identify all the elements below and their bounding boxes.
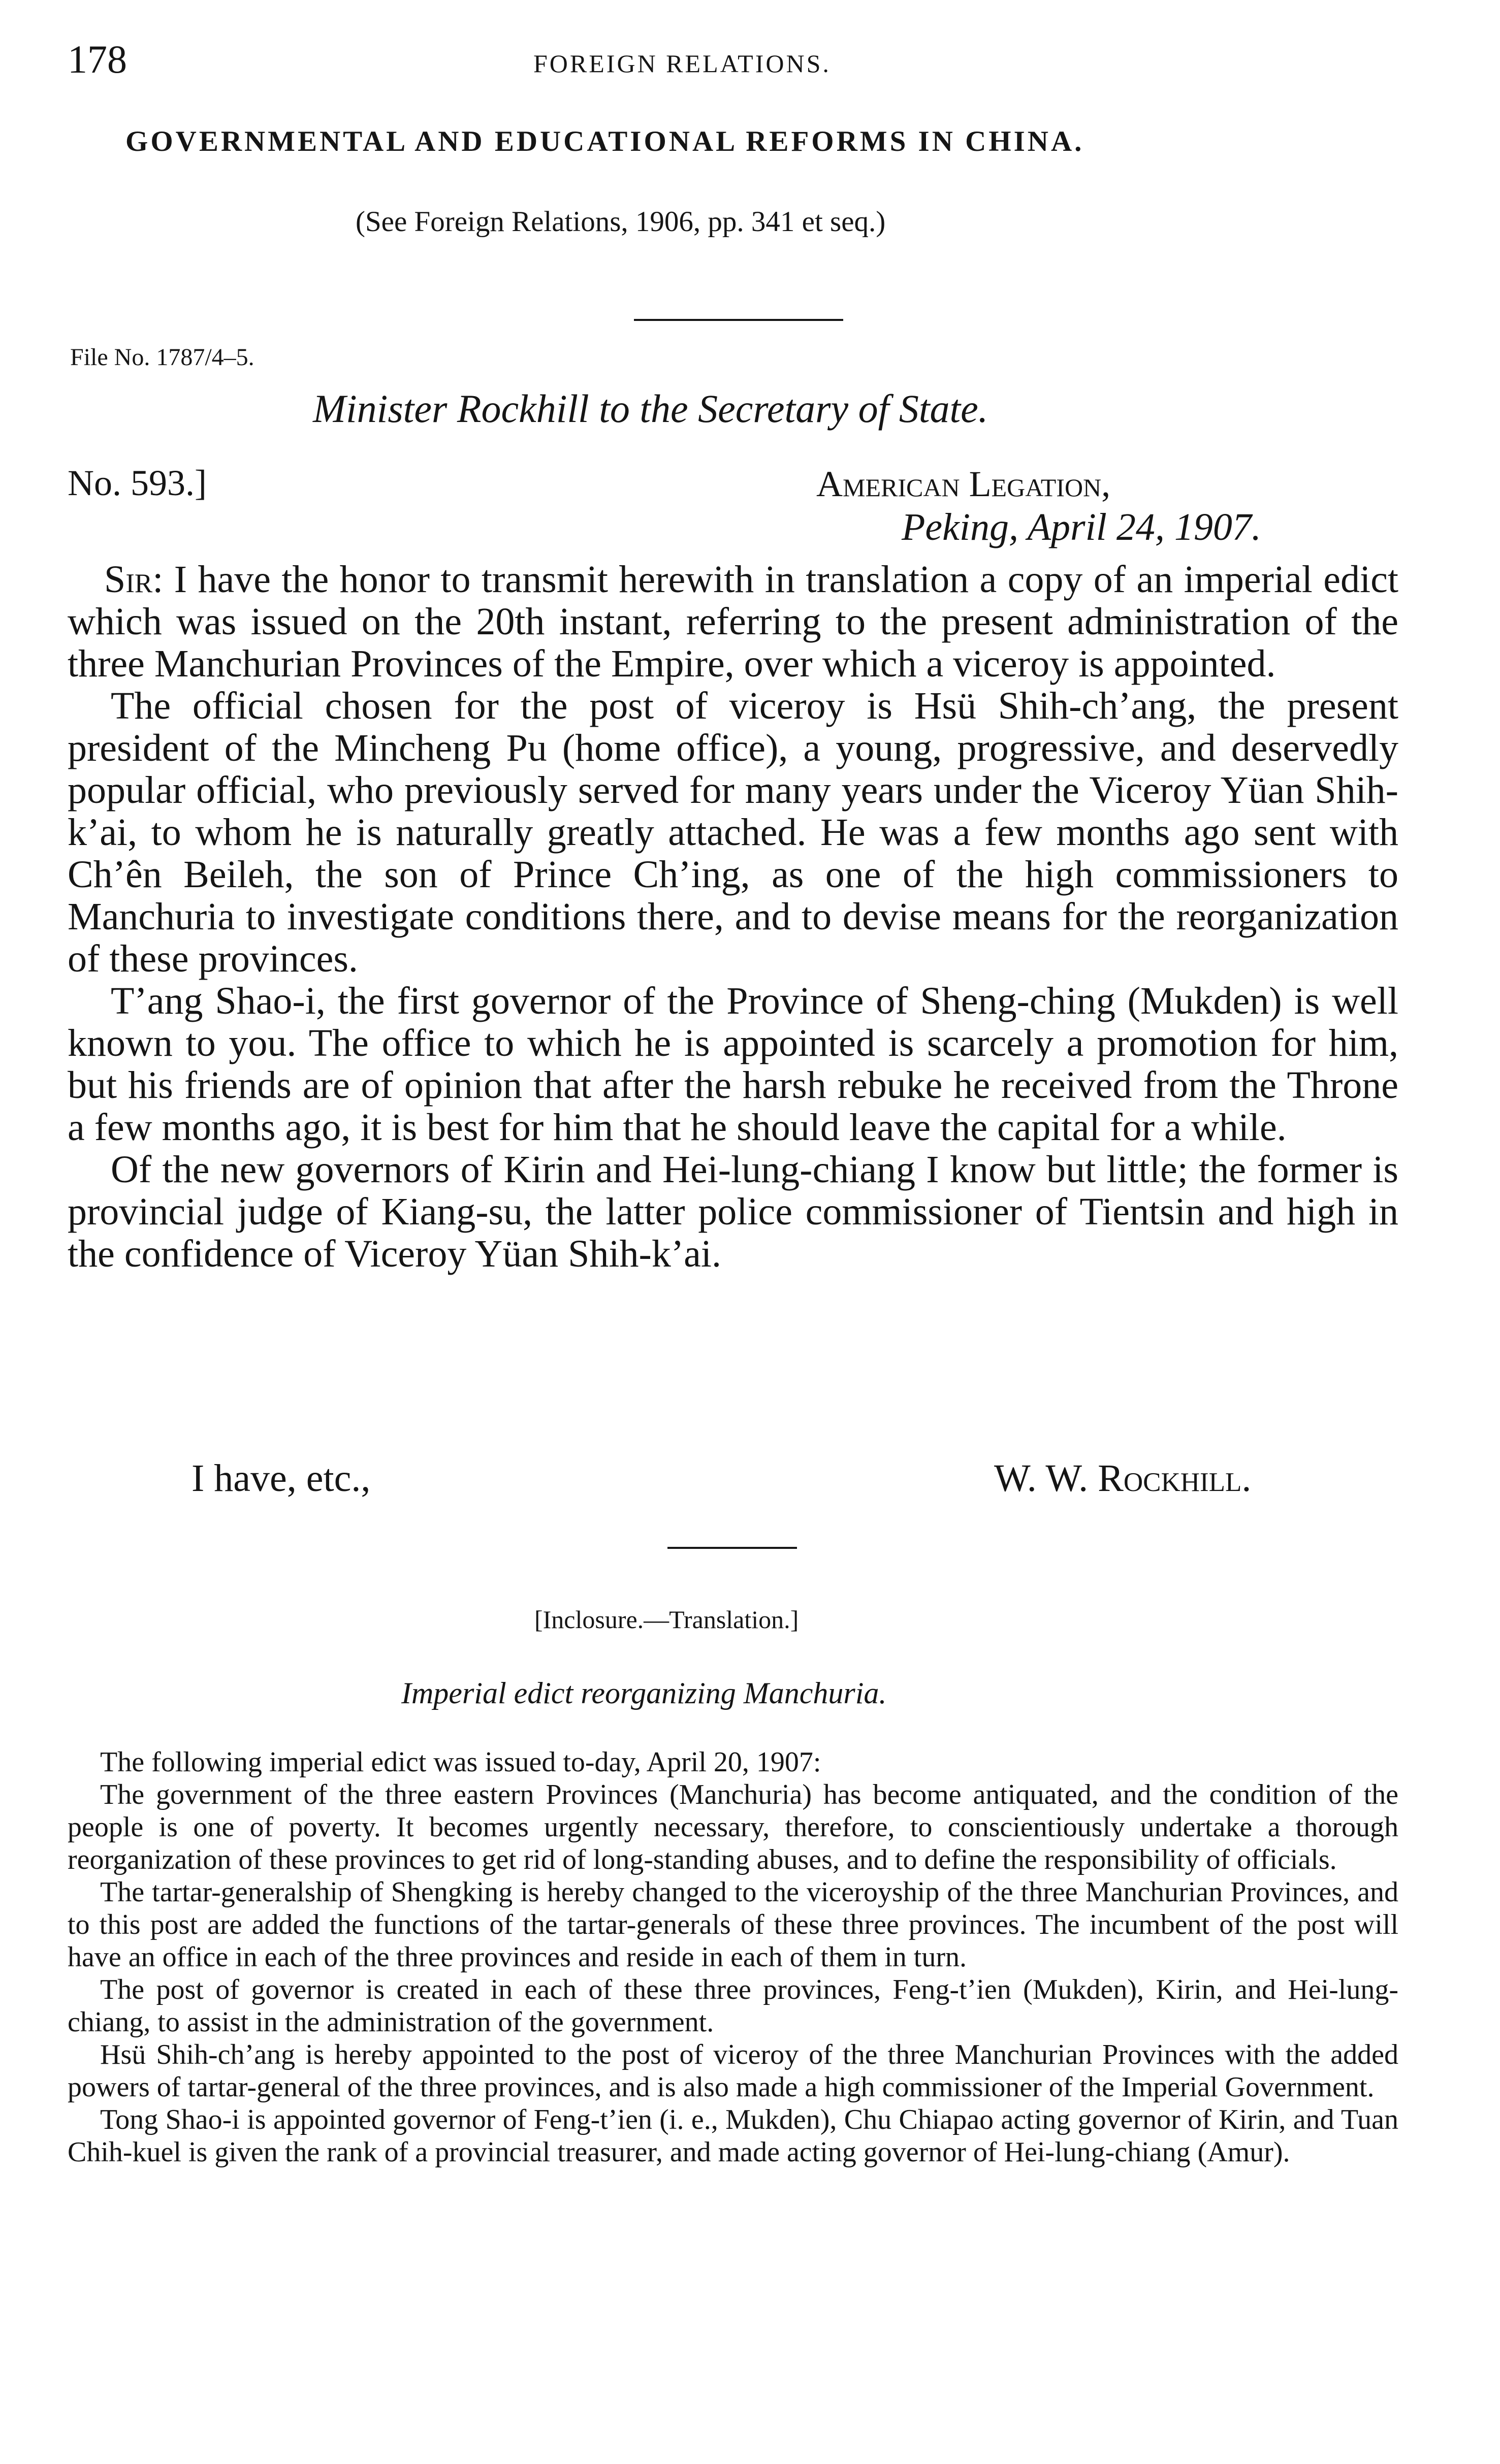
edict-paragraph: The following imperial edict was issued to-day, April 20, 1907:	[100, 1746, 821, 1778]
page-number: 178	[68, 37, 127, 81]
edict-paragraph: The tartar-generalship of Shengking is hereby changed to the viceroyship of the three Manchurian Provinces, and to this post are added the functions of the tartar-generals of these three provinces. The incumbent of the post will have an office in each of the three provinces and reside in each of them in turn.	[68, 1876, 1398, 1973]
letter-heading: Minister Rockhill to the Secretary of State.	[313, 386, 988, 431]
letter-body	[68, 559, 1398, 1275]
edict-paragraph: The post of governor is created in each of these three provinces, Feng-t’ien (Mukden), Kirin, and Hei-lung-chiang, to assist in the administration of the government.	[68, 1974, 1398, 2038]
edict-paragraph: The government of the three eastern Provinces (Manchuria) has become antiquated, and the condition of the people is one of poverty. It becomes urgently necessary, therefore, to conscientiously undertake a thorough reorganization of these provinces to get rid of long-standing abuses, and to define the responsibility of officials.	[68, 1779, 1398, 1875]
edict-paragraph: Tong Shao-i is appointed governor of Feng-t’ien (i. e., Mukden), Chu Chiapao acting governor of Kirin, and Tuan Chih-kuel is given the rank of a provincial treasurer, and made acting governor of Hei-lung-chiang (Amur).	[68, 2104, 1398, 2168]
letter-paragraph	[68, 559, 1398, 685]
signature-initials: W. W.	[994, 1457, 1089, 1500]
section-divider-rule	[667, 1547, 797, 1549]
salutation: Sir	[104, 558, 153, 601]
closing: I have, etc.,	[192, 1457, 371, 1500]
dispatch-number: No. 593.]	[68, 463, 207, 503]
file-number: File No. 1787/4–5.	[70, 344, 254, 371]
signature-name: Rockhill.	[1098, 1457, 1252, 1500]
place-and-date: Peking, April 24, 1907.	[902, 506, 1261, 548]
cross-reference-note: (See Foreign Relations, 1906, pp. 341 et seq.)	[356, 206, 886, 238]
document-title: GOVERNMENTAL AND EDUCATIONAL REFORMS IN CHINA.	[125, 125, 1084, 157]
edict-paragraph: Hsü Shih-ch’ang is hereby appointed to the post of viceroy of the three Manchurian Provinces with the added powers of tartar-general of the three provinces, and is also made a high commissioner of the Imperial Government.	[68, 2039, 1398, 2103]
running-head: FOREIGN RELATIONS.	[533, 49, 831, 78]
section-divider-rule	[634, 319, 843, 321]
letter-paragraph: Of the new governors of Kirin and Hei-lung-chiang I know but little; the former is provincial judge of Kiang-su, the latter police commissioner of Tientsin and high in the confidence of Viceroy Yüan Shih-k’ai.	[68, 1148, 1398, 1275]
inclosure-label: [Inclosure.—Translation.]	[534, 1605, 799, 1634]
edict-title: Imperial edict reorganizing Manchuria.	[401, 1676, 887, 1710]
letter-paragraph: T’ang Shao-i, the first governor of the Province of Sheng-ching (Mukden) is well known to you. The office to which he is appointed is scarcely a promotion for him, but his friends are of opinion that after the harsh rebuke he received from the Throne a few months ago, it is best for him that he should leave the capital for a while.	[68, 980, 1398, 1149]
letter-paragraph: The official chosen for the post of viceroy is Hsü Shih-ch’ang, the present president of the Mincheng Pu (home office), a young, progressive, and deservedly popular official, who previously served for many years under the Viceroy Yüan Shih-k’ai, to whom he is naturally greatly attached. He was a few months ago sent with Ch’ên Beileh, the son of Prince Ch’ing, as one of the high commissioners to Manchuria to investigate conditions there, and to devise means for the reorganization of these provinces.	[68, 685, 1398, 980]
edict-body	[68, 1746, 1398, 2168]
legation-name: American Legation,	[816, 464, 1111, 504]
letter-paragraph-text: : I have the honor to transmit herewith in translation a copy of an imperial edict which was issued on the 20th instant, referring to the present administration of the three Manchurian Provinces of the Empire, over which a viceroy is appointed.	[68, 558, 1398, 685]
signature	[994, 1456, 1251, 1501]
